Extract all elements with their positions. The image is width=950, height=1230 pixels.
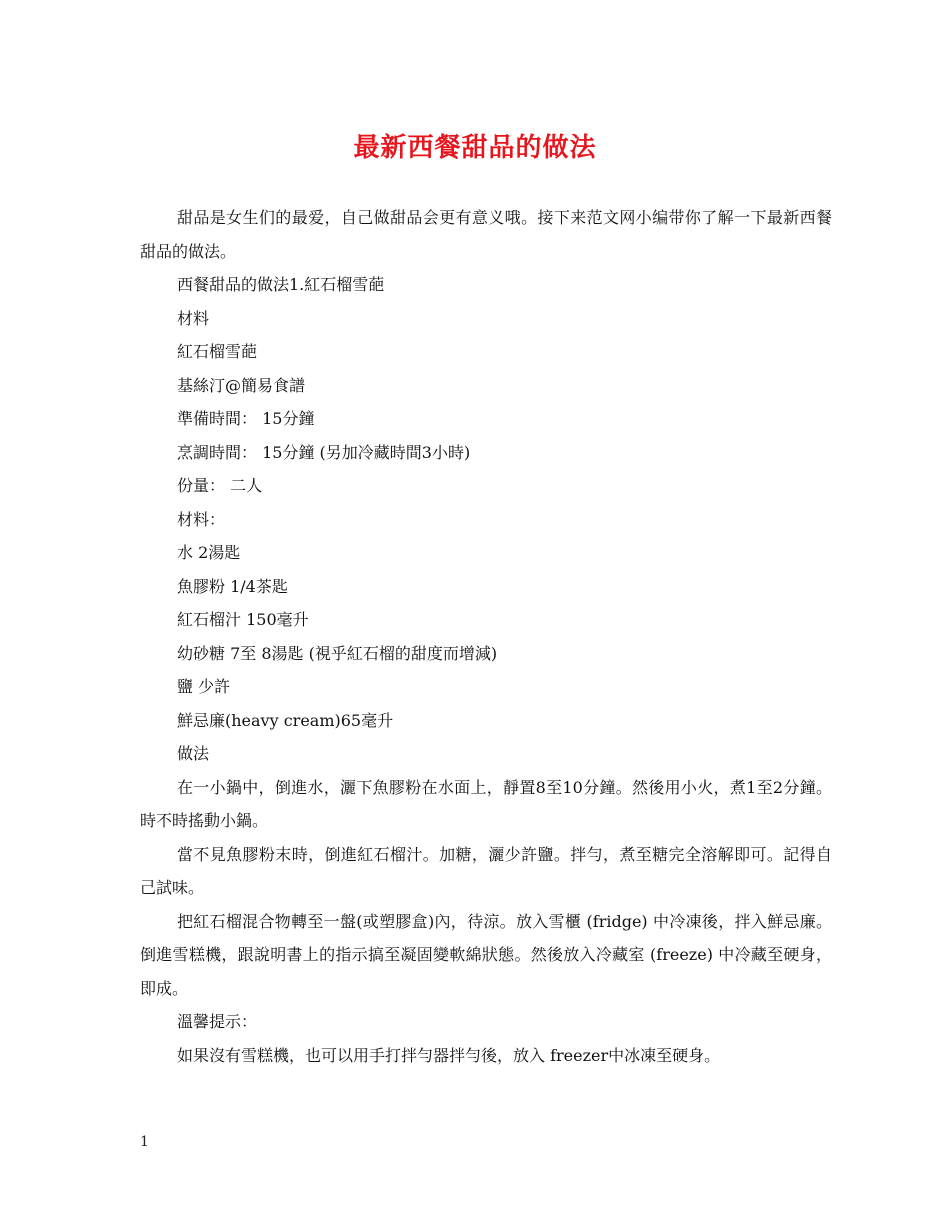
- method-step: 當不見魚膠粉末時，倒進紅石榴汁。加糖，灑少許鹽。拌勻，煮至糖完全溶解即可。記得自己試味。: [140, 844, 832, 897]
- recipe-source: 基絲汀@簡易食譜: [177, 375, 306, 395]
- ingredient-item: 鮮忌廉(heavy cream)65毫升: [177, 710, 394, 730]
- recipe-name: 紅石榴雪葩: [177, 342, 258, 361]
- method-step: 把紅石榴混合物轉至一盤(或塑膠盒)內，待涼。放入雪櫃 (fridge) 中冷凍後，拌入鮮忌廉。倒進雪糕機，跟說明書上的指示搞至凝固變軟綿狀態。然後放入冷藏室 (freeze) 中冷藏至硬身，即成。: [140, 911, 832, 998]
- ingredient-item: 鹽 少許: [177, 677, 231, 696]
- method-step: 在一小鍋中，倒進水，灑下魚膠粉在水面上，靜置8至10分鐘。然後用小火，煮1至2分鐘。時不時搖動小鍋。: [140, 777, 832, 830]
- tip-text: 如果沒有雪糕機，也可以用手打拌勻器拌勻後，放入 freezer中冰凍至硬身。: [177, 1045, 721, 1065]
- servings: 份量： 二人: [177, 476, 263, 495]
- method-heading: 做法: [177, 744, 210, 763]
- section-heading: 西餐甜品的做法1.紅石榴雪葩: [177, 275, 385, 294]
- ingredient-item: 紅石榴汁 150毫升: [177, 610, 309, 629]
- ingredient-item: 幼砂糖 7至 8湯匙 (視乎紅石榴的甜度而增減): [177, 643, 498, 663]
- tips-heading: 溫馨提示：: [177, 1012, 258, 1031]
- page-title: 最新西餐甜品的做法: [353, 133, 597, 163]
- prep-time: 準備時間： 15分鐘: [177, 409, 315, 428]
- document-body: [140, 201, 832, 1072]
- intro-paragraph: 甜品是女生们的最爱，自己做甜品会更有意义哦。接下来范文网小编带你了解一下最新西餐甜品的做法。: [140, 208, 832, 261]
- page-number: 1: [140, 1134, 149, 1150]
- materials-heading: 材料: [177, 308, 210, 328]
- cook-time: 烹調時間： 15分鐘 (另加冷藏時間3小時): [177, 442, 471, 462]
- ingredients-heading: 材料：: [177, 509, 226, 529]
- ingredient-item: 魚膠粉 1/4茶匙: [177, 576, 288, 596]
- ingredient-item: 水 2湯匙: [177, 543, 241, 562]
